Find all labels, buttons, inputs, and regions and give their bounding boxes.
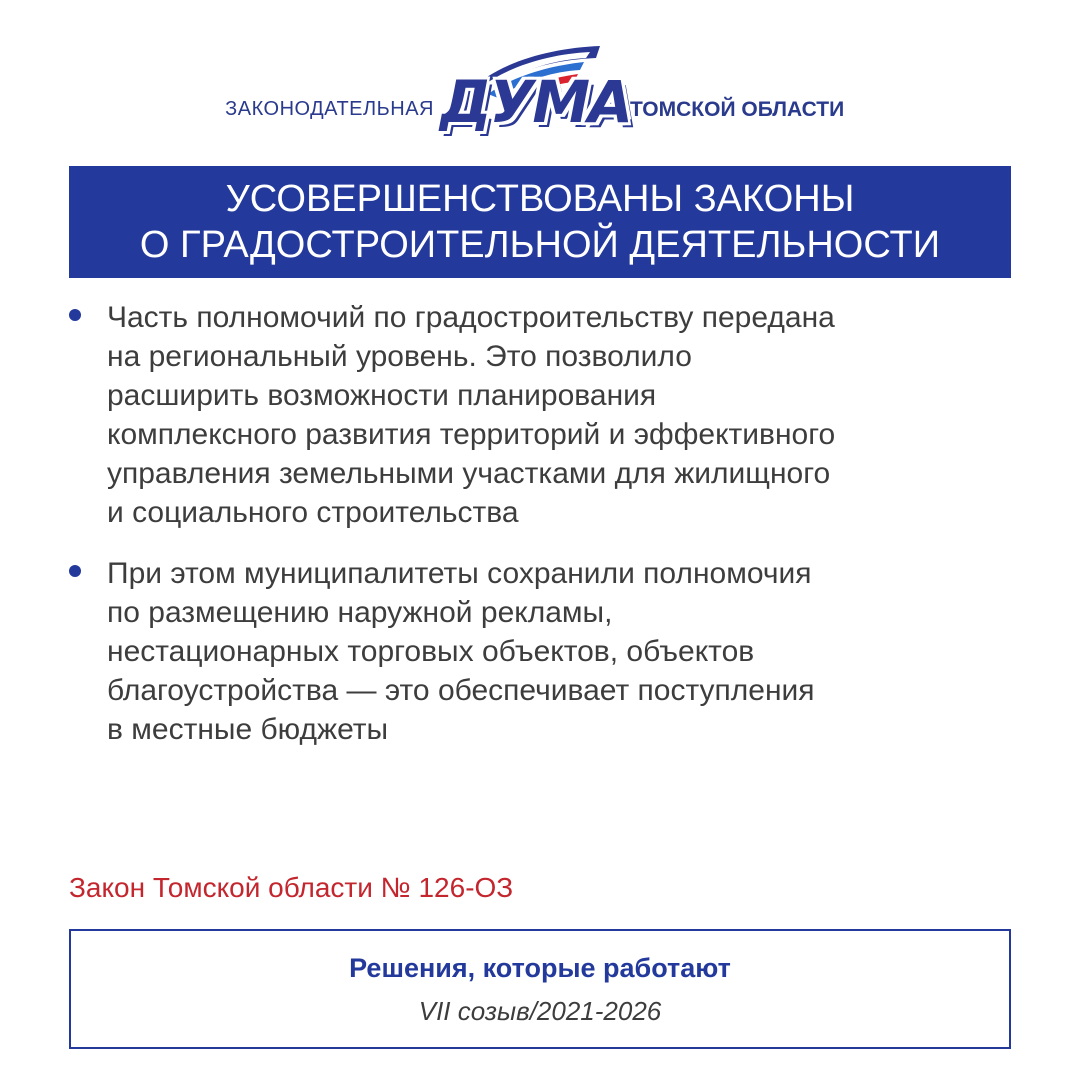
- header: [0, 40, 1080, 150]
- list-item: [69, 298, 1019, 532]
- footer-title: Решения, которые работают: [349, 953, 731, 983]
- banner-line-1: УСОВЕРШЕНСТВОВАНЫ ЗАКОНЫ: [225, 178, 855, 220]
- footer-box: [69, 929, 1011, 1049]
- list-item: [69, 554, 1019, 749]
- logo-wordmark: ДУМА: [440, 68, 631, 136]
- bullet-text: Часть полномочий по градостроительству передана на региональный уровень. Это позволило расширить возможности планирования комплексного развития территорий и эффективного управления земельными участками для жилищного и социального строительства: [107, 301, 836, 529]
- banner-line-2: О ГРАДОСТРОИТЕЛЬНОЙ ДЕЯТЕЛЬНОСТИ: [139, 224, 941, 266]
- footer-subtitle: VII созыв/2021-2026: [418, 996, 662, 1026]
- header-right-text: ТОМСКОЙ ОБЛАСТИ: [630, 98, 845, 121]
- law-reference: Закон Томской области № 126-ОЗ: [69, 872, 514, 903]
- title-banner: [69, 166, 1011, 278]
- bullet-dot-icon: [69, 309, 81, 321]
- bullet-text: При этом муниципалитеты сохранили полномочия по размещению наружной рекламы, нестационарных торговых объектов, объектов благоустройства — это обеспечивает поступления в местные бюджеты: [107, 557, 815, 746]
- bullet-list: [69, 298, 1019, 771]
- header-left-text: ЗАКОНОДАТЕЛЬНАЯ: [225, 98, 434, 120]
- duma-logo: [440, 42, 631, 138]
- bullet-dot-icon: [69, 565, 81, 577]
